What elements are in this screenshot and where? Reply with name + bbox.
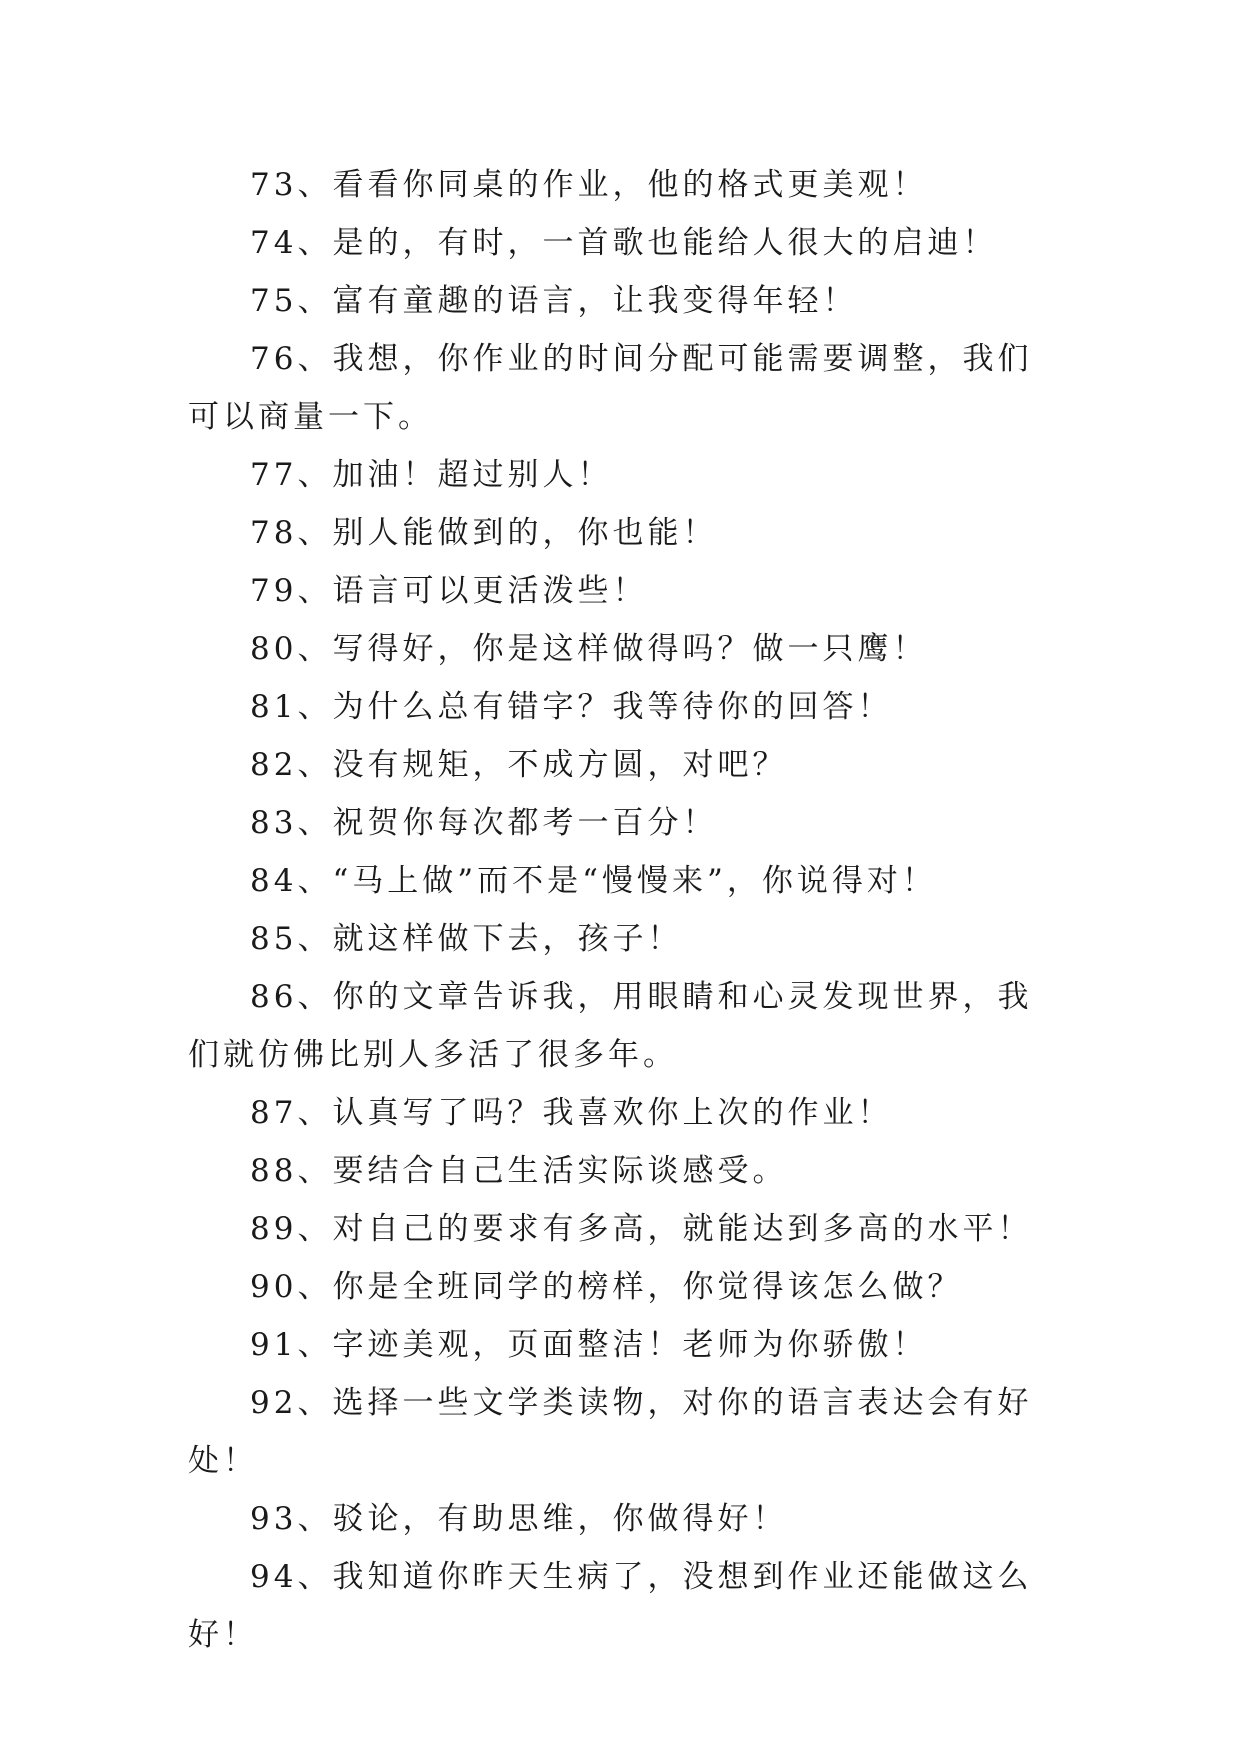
paragraph-89: 89、对自己的要求有多高，就能达到多高的水平！ [250, 1211, 1033, 1247]
document-body [188, 156, 1058, 1664]
paragraph-94: 94、我知道你昨天生病了，没想到作业还能做这么好！ [188, 1559, 1033, 1653]
paragraph-87: 87、认真写了吗？我喜欢你上次的作业！ [250, 1095, 893, 1131]
paragraph-85: 85、就这样做下去，孩子！ [250, 921, 683, 957]
paragraph-93: 93、驳论，有助思维，你做得好！ [250, 1501, 788, 1537]
paragraph-82: 82、没有规矩，不成方圆，对吧？ [250, 747, 788, 783]
paragraph-90: 90、你是全班同学的榜样，你觉得该怎么做？ [250, 1269, 963, 1305]
paragraph-91: 91、字迹美观，页面整洁！老师为你骄傲！ [250, 1327, 928, 1363]
paragraph-88: 88、要结合自己生活实际谈感受。 [250, 1153, 788, 1189]
paragraph-73: 73、看看你同桌的作业，他的格式更美观！ [250, 167, 928, 203]
paragraph-86: 86、你的文章告诉我，用眼睛和心灵发现世界，我们就仿佛比别人多活了很多年。 [188, 979, 1033, 1073]
paragraph-74: 74、是的，有时，一首歌也能给人很大的启迪！ [250, 225, 998, 261]
paragraph-76: 76、我想，你作业的时间分配可能需要调整，我们可以商量一下。 [188, 341, 1033, 435]
paragraph-77: 77、加油！超过别人！ [250, 457, 613, 493]
paragraph-79: 79、语言可以更活泼些！ [250, 573, 648, 609]
paragraph-81: 81、为什么总有错字？我等待你的回答！ [250, 689, 893, 725]
paragraph-78: 78、别人能做到的，你也能！ [250, 515, 718, 551]
paragraph-75: 75、富有童趣的语言，让我变得年轻！ [250, 283, 858, 319]
paragraph-83: 83、祝贺你每次都考一百分！ [250, 805, 718, 841]
paragraph-92: 92、选择一些文学类读物，对你的语言表达会有好处！ [188, 1385, 1033, 1479]
paragraph-84: 84、“马上做”而不是“慢慢来”，你说得对！ [250, 863, 937, 899]
paragraph-80: 80、写得好，你是这样做得吗？做一只鹰！ [250, 631, 928, 667]
